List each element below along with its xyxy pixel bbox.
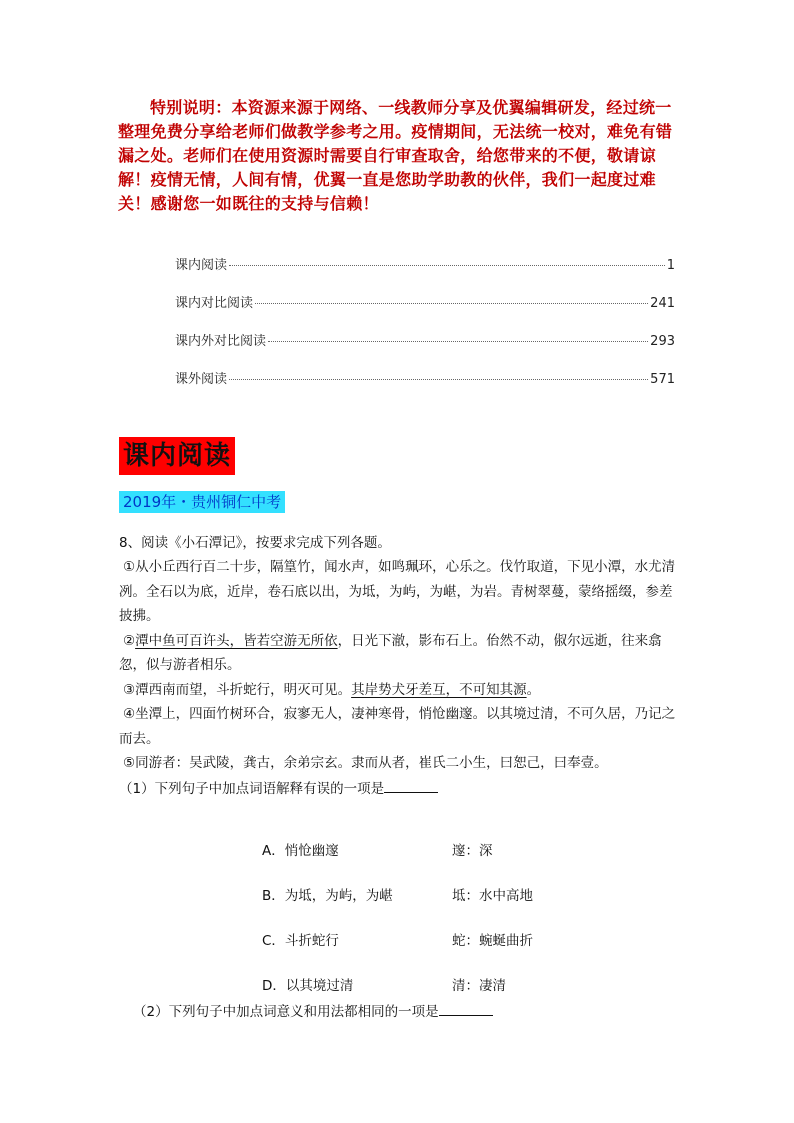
toc-label: 课外阅读 [175, 372, 228, 387]
option-explanation: 清：凄清 [452, 977, 506, 994]
answer-blank[interactable] [439, 1003, 493, 1016]
exam-source-tag: 2019年・贵州铜仁中考 [119, 491, 285, 513]
toc-leader [229, 379, 648, 380]
toc-entry[interactable] [175, 330, 675, 368]
toc-leader [268, 341, 648, 342]
underlined-sentence: 其岸势犬牙差互，不可知其源 [351, 681, 527, 698]
toc-leader [229, 265, 665, 266]
option-explanation: 蛇：蜿蜒曲折 [452, 932, 533, 949]
toc-entry[interactable] [175, 368, 675, 406]
passage-paragraph-1: ①从小丘西行百二十步，隔篁竹，闻水声，如鸣珮环，心乐之。伐竹取道，下见小潭，水尤清冽。全石以为底，近岸，卷石底以出，为坻，为屿，为嵁，为岩。青树翠蔓，蒙络摇缀，参差披拂。 [119, 559, 676, 624]
paragraph-marker: ② [123, 632, 136, 649]
sub-question-text: （2）下列句子中加点词意义和用法都相同的一项是 [133, 1004, 439, 1020]
option-explanation: 邃：深 [452, 842, 493, 859]
option-explanation: 坻：水中高地 [452, 887, 533, 904]
passage-paragraph-4: ④坐潭上，四面竹树环合，寂寥无人，凄神寒骨，悄怆幽邃。以其境过清，不可久居，乃记之而去。 [119, 706, 676, 747]
section-heading: 课内阅读 [119, 437, 235, 475]
answer-options [262, 826, 662, 1006]
toc-label: 课内对比阅读 [175, 296, 254, 311]
toc-entry[interactable] [175, 292, 675, 330]
sub-question-2 [133, 1000, 493, 1020]
sub-question-1 [119, 777, 679, 801]
option-phrase: A．悄怆幽邃 [262, 842, 339, 859]
paragraph-text: ③潭西南而望，斗折蛇行，明灭可见。 [123, 681, 352, 698]
paragraph-text: ，日光下澈，影布石上。佁然不动，俶尔远逝，往来翕忽，似与游者相乐。 [119, 632, 662, 673]
option-b[interactable] [262, 871, 662, 916]
option-phrase: D．以其境过清 [262, 977, 354, 994]
passage-paragraph-3 [119, 678, 679, 703]
toc-page-number: 241 [650, 296, 675, 311]
disclaimer-notice: 特别说明：本资源来源于网络、一线教师分享及优翼编辑研发，经过统一整理免费分享给老师们做教学参考之用。疫情期间，无法统一校对，难免有错漏之处。老师们在使用资源时需要自行审查取舍，给您带来的不便，敬请谅解！疫情无情，人间有情，优翼一直是您助学助教的伙伴，我们一起度过难关！感谢您一如既往的支持与信赖！ [118, 98, 673, 213]
toc-leader [255, 303, 648, 304]
option-c[interactable] [262, 916, 662, 961]
toc-page-number: 571 [650, 372, 675, 387]
option-phrase: C．斗折蛇行 [262, 932, 339, 949]
underlined-sentence: 潭中鱼可百许头，皆若空游无所依 [135, 632, 338, 649]
answer-blank[interactable] [384, 780, 438, 793]
option-phrase: B．为坻，为屿，为嵁 [262, 887, 393, 904]
table-of-contents [175, 254, 675, 406]
toc-page-number: 1 [666, 258, 675, 273]
question-title: 8、阅读《小石潭记》，按要求完成下列各题。 [119, 535, 391, 551]
sub-question-text: （1）下列句子中加点词语解释有误的一项是 [119, 780, 385, 797]
paragraph-text: 。 [526, 681, 541, 698]
passage-paragraph-2 [119, 629, 679, 678]
toc-entry[interactable] [175, 254, 675, 292]
reading-question [119, 531, 679, 801]
toc-page-number: 293 [650, 334, 675, 349]
passage-paragraph-5: ⑤同游者：吴武陵，龚古，余弟宗玄。隶而从者，崔氏二小生，曰恕己，曰奉壹。 [123, 755, 608, 771]
option-a[interactable] [262, 826, 662, 871]
toc-label: 课内外对比阅读 [175, 334, 267, 349]
toc-label: 课内阅读 [175, 258, 228, 273]
